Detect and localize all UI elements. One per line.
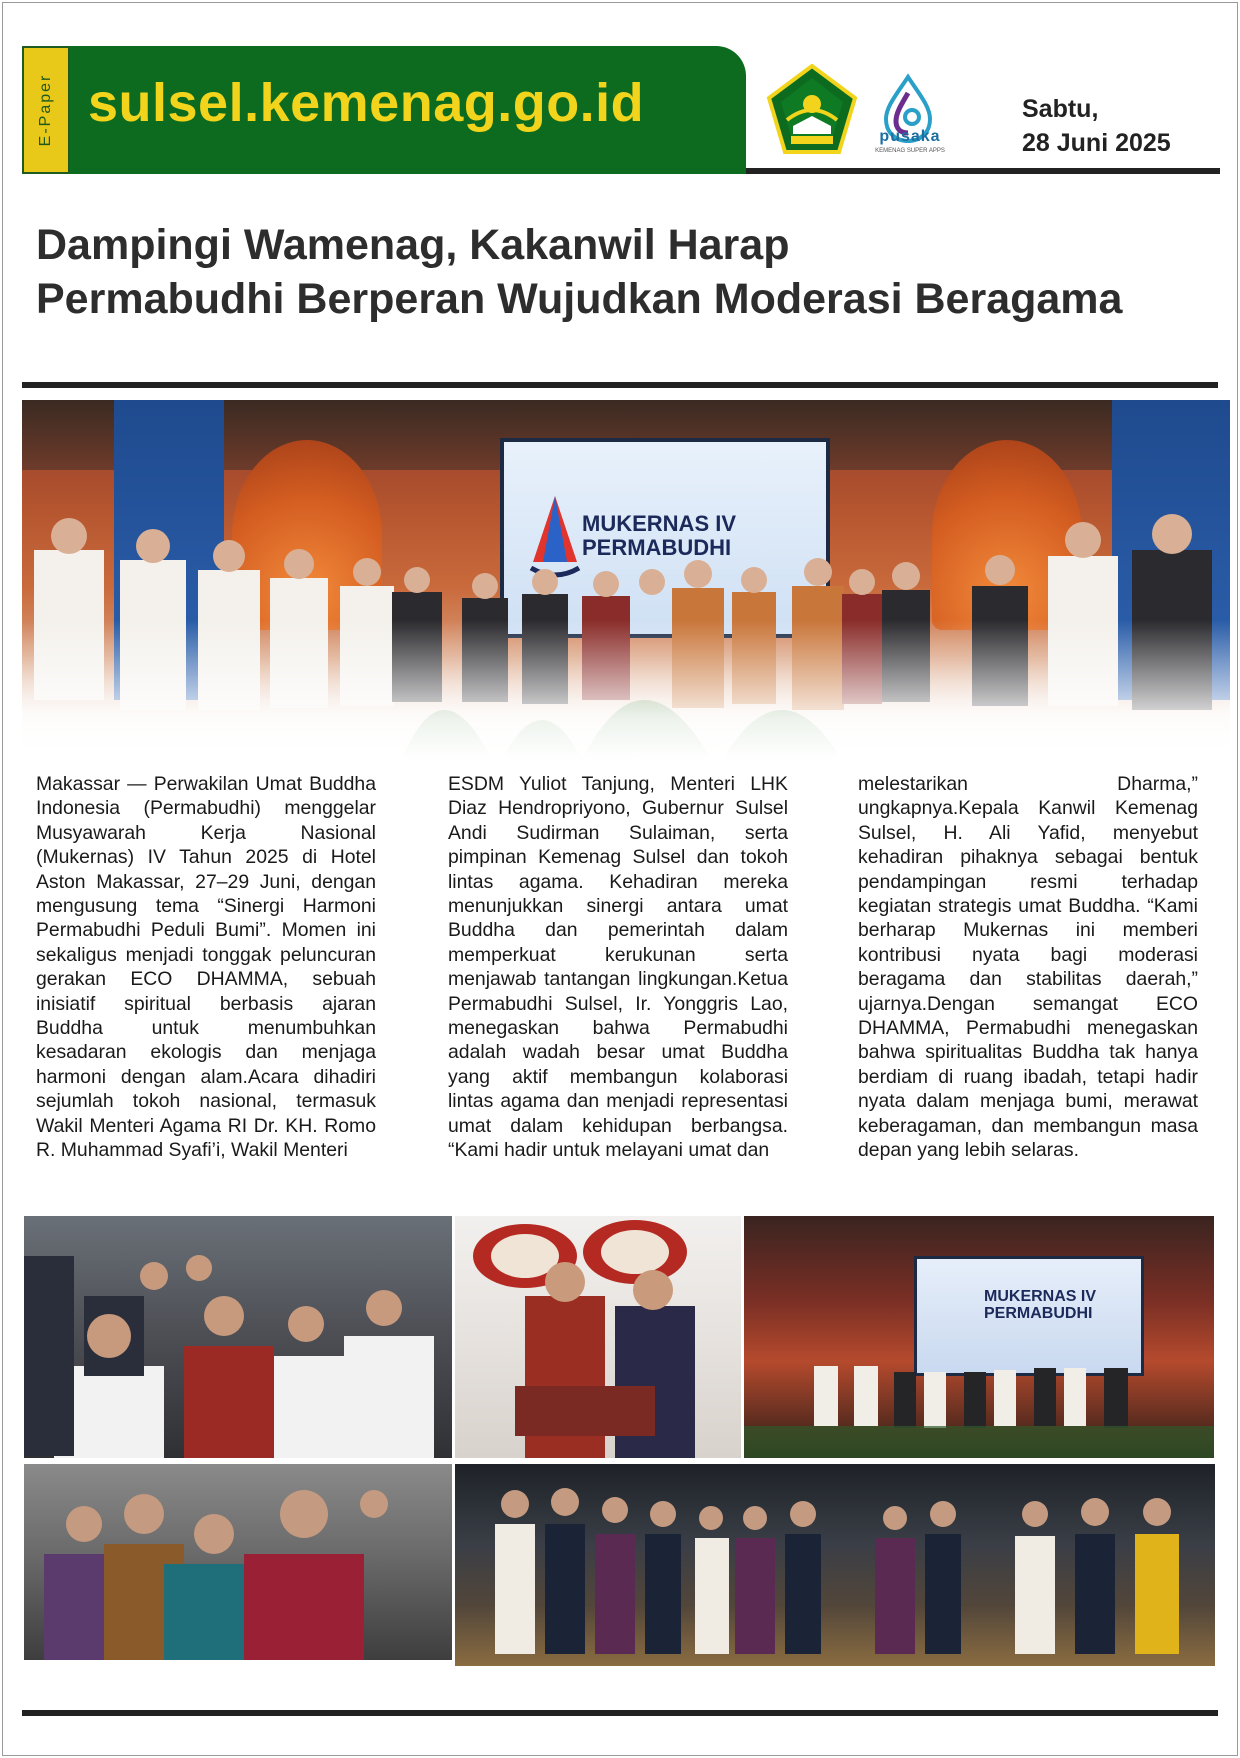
- article-column-3: melestarikan Dharma,” ungkapnya.Kepala Kanwil Kemenag Sulsel, H. Ali Yafid, menyebut kehadiran pihaknya sebagai bentuk pendampingan resmi terhadap kegiatan strategis umat Buddha. “Kami berharap Mukernas ini memberi kontribusi nyata bagi moderasi beragama dan stabilitas daerah,” ujarnya.Dengan semangat ECO DHAMMA, Permabudhi menegaskan bahwa spiritualitas Buddha tak hanya berdiam di ruang ibadah, tetapi hadir nyata dalam menjaga bumi, merawat keberagaman, dan membangun masa depan yang lebih selaras.: [858, 773, 1198, 1162]
- group-photo-scene: [455, 1464, 1215, 1666]
- hero-screen-line-2: PERMABUDHI: [582, 535, 732, 560]
- epaper-tab: [22, 46, 70, 174]
- article-column-2: ESDM Yuliot Tanjung, Menteri LHK Diaz Hendropriyono, Gubernur Sulsel Andi Sudirman Sulaiman, serta pimpinan Kemenag Sulsel dan tokoh lintas agama. Kehadiran mereka menunjukkan sinergi antara umat Buddha dan pemerintah dalam memperkuat kerukunan serta menjawab tantangan lingkungan.Ketua Permabudhi Sulsel, Ir. Yonggris Lao, menegaskan bahwa Permabudhi adalah wadah besar umat Buddha yang aktif membangun kolaborasi lintas agama dan menjadi representasi umat dalam kehidupan berbangsa. “Kami hadir untuk melayani umat dan: [448, 773, 788, 1162]
- gallery-screen-line-1: MUKERNAS IV: [984, 1288, 1097, 1305]
- header-rule: [746, 168, 1220, 174]
- hero-screen-line-1: MUKERNAS IV: [582, 511, 737, 536]
- gallery-screen-line-2: PERMABUDHI: [984, 1305, 1093, 1322]
- issue-date-full: 28 Juni 2025: [1022, 129, 1171, 157]
- gallery-photo-group: [455, 1464, 1215, 1666]
- pusaka-name: pusaka: [879, 128, 941, 145]
- epaper-tab-label: E-Paper: [37, 73, 54, 147]
- gallery-photo-guests: [24, 1464, 452, 1660]
- audience-scene: [24, 1216, 452, 1458]
- issue-date: [1022, 92, 1171, 160]
- guests-scene: [24, 1464, 452, 1660]
- headline-line-2: Permabudhi Berperan Wujudkan Moderasi Beragama: [36, 275, 1123, 323]
- site-title[interactable]: sulsel.kemenag.go.id: [88, 73, 645, 133]
- drum-ceremony-scene: [455, 1216, 741, 1458]
- gallery-photo-drum: [455, 1216, 741, 1458]
- section-divider-bottom: [22, 1710, 1218, 1716]
- kemenag-emblem-icon: [765, 64, 859, 158]
- gallery-photo-stage: [744, 1216, 1214, 1458]
- gallery-photo-audience: [24, 1216, 452, 1458]
- hero-fade: [22, 620, 1230, 760]
- headline-line-1: Dampingi Wamenag, Kakanwil Harap: [36, 221, 790, 269]
- section-divider-top: [22, 382, 1218, 388]
- article-column-1: Makassar — Perwakilan Umat Buddha Indonesia (Permabudhi) menggelar Musyawarah Kerja Nasional (Mukernas) IV Tahun 2025 di Hotel Aston Makassar, 27–29 Juni, dengan mengusung tema “Sinergi Harmoni Permabudhi Peduli Bumi”. Momen ini sekaligus menjadi tonggak peluncuran gerakan ECO DHAMMA, sebuah inisiatif spiritual berbasis ajaran Buddha untuk menumbuhkan kesadaran ekologis dan menjaga harmoni dengan alam.Acara dihadiri sejumlah tokoh nasional, termasuk Wakil Menteri Agama RI Dr. KH. Romo R. Muhammad Syafi’i, Wakil Menteri: [36, 773, 376, 1162]
- pusaka-tagline: KEMENAG SUPER APPS: [875, 148, 945, 154]
- issue-date-day: Sabtu,: [1022, 95, 1099, 123]
- hero-photo: [22, 400, 1230, 760]
- stage-group-scene: [744, 1216, 1214, 1458]
- page-title: [36, 218, 1216, 326]
